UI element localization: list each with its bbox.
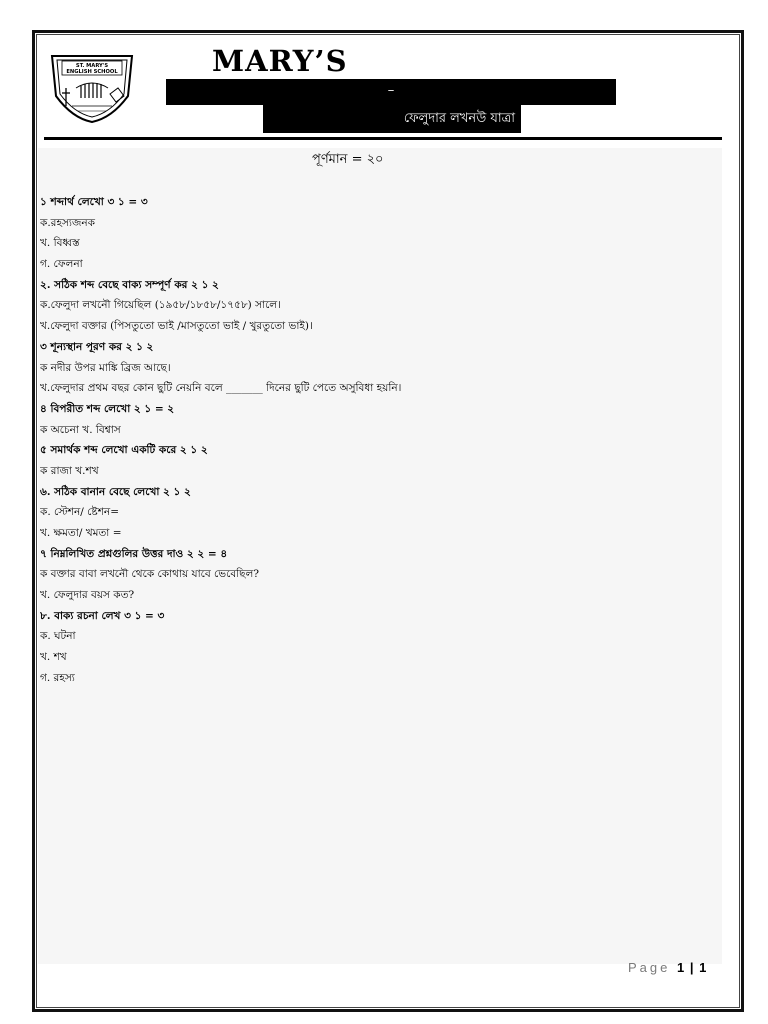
question-heading: ৫ সমার্থক শব্দ লেখো একটি করে ২ ১ ২ (40, 444, 208, 457)
question-list (40, 192, 710, 689)
question-heading: ৩ শূন্যস্থান পূরণ কর ২ ১ ২ (40, 340, 154, 353)
question-item: ক রাজা খ.শখ (40, 464, 99, 477)
page-number: 1 | 1 (677, 960, 708, 975)
question-heading: ৬. সঠিক বানান বেছে লেখো ২ ১ ২ (40, 485, 191, 498)
question-item: খ. ক্ষমতা/ খমতা = (40, 527, 122, 539)
question-item: খ.ফেলুদা বক্তার (পিসতুতো ভাই /মাসতুতো ভাই / খুরতুতো ভাই)। (40, 320, 313, 333)
svg-text:ENGLISH SCHOOL: ENGLISH SCHOOL (66, 69, 118, 75)
question-item: ক. ঘটনা (40, 630, 76, 643)
school-name: MARY’S (212, 44, 348, 78)
header-divider (44, 137, 722, 140)
redacted-header-bar: – (166, 79, 616, 105)
page-label: Page (628, 960, 671, 975)
question-item: ক.ফেলুদা লখনৌ গিয়েছিল (১৯৫৮/১৮৫৮/১৭৫৮) সালে। (40, 299, 281, 312)
question-item: খ. শখ (40, 651, 67, 664)
question-item: ক বক্তার বাবা লখনৌ থেকে কোথায় যাবে ভেবেছিল? (40, 568, 259, 581)
question-item: ক.রহস্যজনক (40, 216, 95, 229)
svg-text:ST. MARY'S: ST. MARY'S (75, 63, 109, 69)
question-item: খ.ফেলুদার প্রথম বছর কোন ছুটি নেয়নি বলে _______ দিনের ছুটি পেতে অসুবিধা হয়নি। (40, 382, 402, 395)
question-item: খ. বিধ্বস্ত (40, 237, 80, 250)
full-marks: পূর্ণমান = ২০ (312, 152, 384, 167)
question-item: গ. রহস্য (40, 671, 75, 684)
question-heading: ৪ বিপরীত শব্দ লেখো ২ ১ = ২ (40, 402, 175, 415)
question-item: ক. স্টেশন/ ষ্টেশন= (40, 506, 119, 519)
question-item: ক নদীর উপর মাঙ্কি ব্রিজ আছে। (40, 361, 171, 374)
question-item: খ. ফেলুদার বয়স কত? (40, 589, 135, 602)
school-logo (48, 48, 136, 124)
question-heading: ১ শব্দার্থ লেখো ৩ ১ = ৩ (40, 196, 148, 208)
question-item: গ. ফেলনা (40, 258, 83, 271)
paper-title: ফেলুদার লখনউ যাত্রা (263, 105, 521, 133)
question-heading: ৮. বাক্য রচনা লেখ ৩ ১ = ৩ (40, 609, 165, 622)
question-item: ক অচেনা খ. বিশ্বাস (40, 423, 121, 436)
question-heading: ২. সঠিক শব্দ বেছে বাক্য সম্পূর্ণ কর ২ ১ ২ (40, 278, 219, 291)
page-footer (628, 960, 707, 975)
question-heading: ৭ নিম্নলিখিত প্রশ্নগুলির উত্তর দাও ২ ২ = ৪ (40, 547, 228, 560)
